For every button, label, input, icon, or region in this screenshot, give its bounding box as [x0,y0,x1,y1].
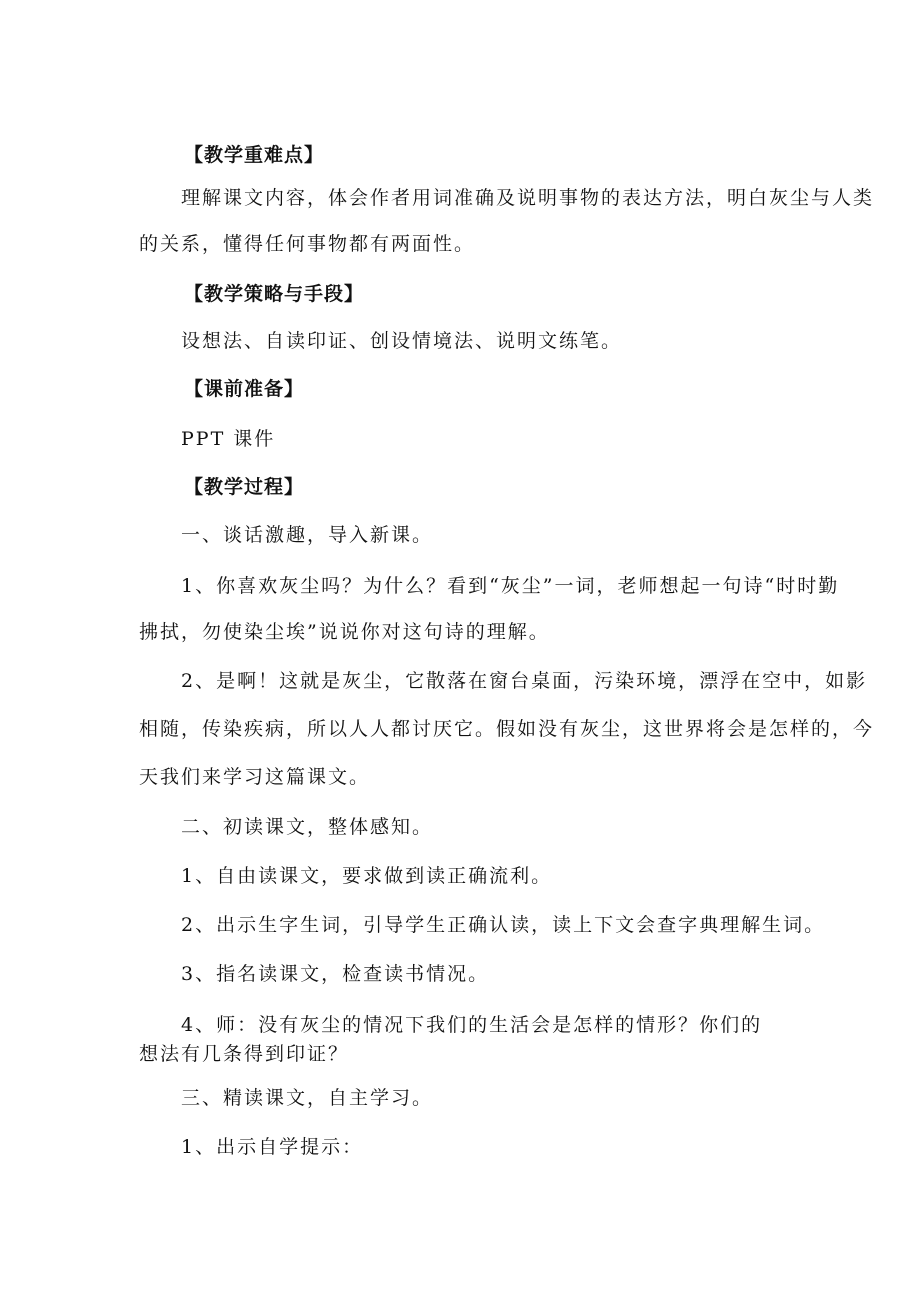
process-part1-item2-line-1: 2、是啊！这就是灰尘，它散落在窗台桌面，污染环境，漂浮在空中，如影 [181,670,868,692]
process-part1-item2-line-2: 相随，传染疾病，所以人人都讨厌它。假如没有灰尘，这世界将会是怎样的，今 [139,718,875,740]
process-part1-item1-line-2: 拂拭，勿使染尘埃”说说你对这句诗的理解。 [139,621,550,643]
heading-preparation: 【课前准备】 [184,378,305,400]
process-part2-item2: 2、出示生字生词，引导学生正确认读，读上下文会查字典理解生词。 [181,914,826,936]
process-part2-item1: 1、自由读课文，要求做到读正确流利。 [181,865,553,887]
process-part2-item3: 3、指名读课文，检查读书情况。 [181,963,490,985]
heading-process: 【教学过程】 [184,476,305,498]
process-part3-title: 三、精读课文，自主学习。 [181,1087,434,1109]
process-part1-item1-line-1: 1、你喜欢灰尘吗？为什么？看到“灰尘”一词，老师想起一句诗“时时勤 [181,575,840,597]
key-points-line-2: 的关系，懂得任何事物都有两面性。 [139,233,476,255]
key-points-line-1: 理解课文内容，体会作者用词准确及说明事物的表达方法，明白灰尘与人类 [181,187,875,209]
preparation-line-1: PPT 课件 [181,428,276,450]
process-part1-item2-line-3: 天我们来学习这篇课文。 [139,766,371,788]
heading-strategy: 【教学策略与手段】 [184,283,365,305]
strategy-line-1: 设想法、自读印证、创设情境法、说明文练笔。 [181,330,623,352]
process-part3-item1: 1、出示自学提示： [181,1136,364,1158]
heading-key-points: 【教学重难点】 [184,144,325,166]
process-part2-item4-line-2: 想法有几条得到印证？ [139,1043,350,1065]
process-part2-item4-line-1: 4、师：没有灰尘的情况下我们的生活会是怎样的情形？你们的 [181,1014,763,1036]
process-part2-title: 二、初读课文，整体感知。 [181,816,434,838]
process-part1-title: 一、谈话激趣，导入新课。 [181,524,434,546]
